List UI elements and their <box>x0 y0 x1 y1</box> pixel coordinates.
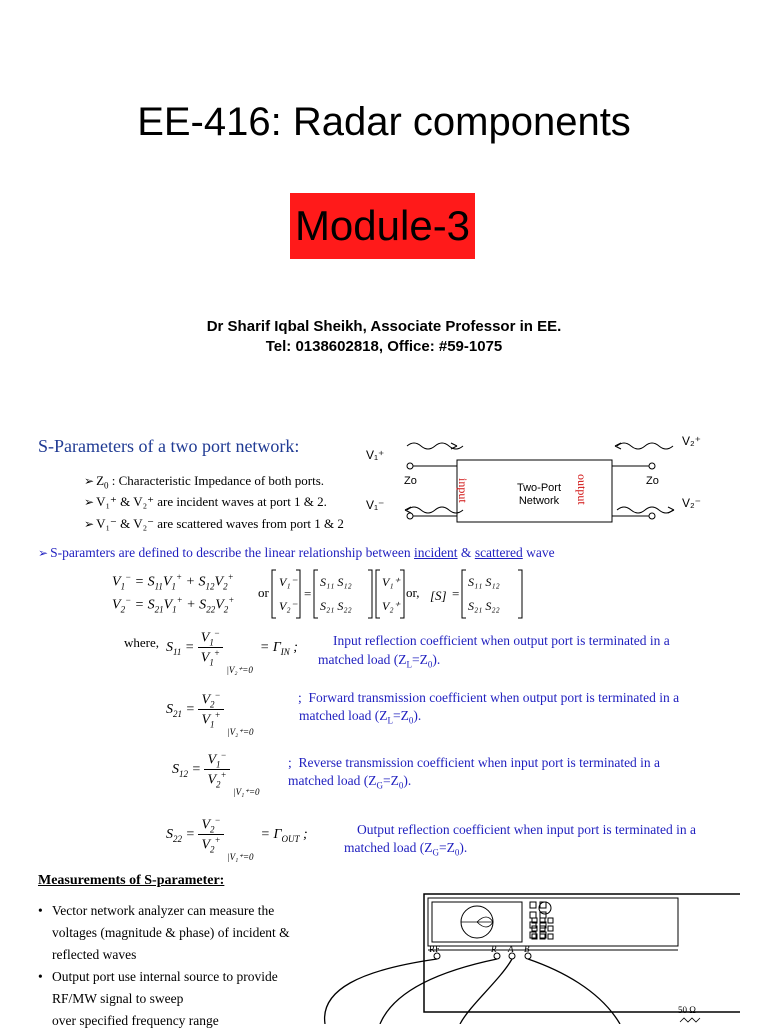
v1-minus-label: V₁⁻ <box>366 498 385 512</box>
incident-word: incident <box>414 545 458 560</box>
s22-load: matched load $(Z_G=Z_0)$. <box>344 840 468 858</box>
s12-expression: $S_{12}$ = $\frac{V_1^-}{V_2^+}$ $_{|V_1^+=0}$ <box>172 750 260 798</box>
section-heading: S-Parameters of a two port network: <box>38 436 300 456</box>
equation-v1: $V_1^- = S_{11}V_1^+ + S_{12}V_2^+$ <box>112 572 234 592</box>
measurements-heading: Measurements of S-parameter: <box>38 873 225 888</box>
svg-text:V₁⁻: V₁⁻ <box>279 575 297 589</box>
svg-text:S₂₁ S₂₂: S₂₁ S₂₂ <box>320 599 352 613</box>
meas-bullet-1-line-2: voltages (magnitude & phase) of incident & <box>52 925 290 940</box>
or-word-1: or <box>258 585 269 600</box>
or-word-2: or, <box>406 585 420 600</box>
v2-plus-label: V₂⁺ <box>682 434 701 448</box>
s12-load-text: matched load (Z <box>288 773 377 788</box>
author-name: Dr Sharif Iqbal Sheikh, Associate Professor in EE. <box>206 318 562 335</box>
svg-text:[S]: [S] <box>430 588 447 603</box>
svg-text:S₁₁ S₁₂: S₁₁ S₁₂ <box>320 575 352 589</box>
vna-r-label: R <box>491 944 497 954</box>
zo-right-label: Zo <box>646 475 659 487</box>
module-badge: Module-3 <box>290 193 475 259</box>
meas-bullet-2-line-1: Output port use internal source to provide <box>52 969 278 984</box>
input-label: input <box>456 478 470 503</box>
meas-bullet-2-line-3: over specified frequency range <box>52 1013 219 1028</box>
svg-text:=: = <box>304 586 312 601</box>
svg-text:V₁⁺: V₁⁺ <box>382 575 400 589</box>
s11-description: Input reflection coefficient when output port is terminated in a <box>333 633 670 648</box>
v1-plus-label: V₁⁺ <box>366 448 385 462</box>
where-word: where, <box>124 635 160 650</box>
meas-bullet-2 <box>38 966 306 1032</box>
svg-text:V₂⁺: V₂⁺ <box>382 599 400 613</box>
bullet-dot-icon: • <box>38 969 43 984</box>
svg-text:=: = <box>452 586 460 601</box>
author-contact: Tel: 0138602818, Office: #59-1075 <box>265 338 503 355</box>
arrow-bullet-icon: ➢ <box>84 517 95 531</box>
vna-rf-label: RF <box>429 944 441 954</box>
load-label: 50 Ω <box>678 1005 696 1015</box>
s11-load: matched load $(Z_L=Z_0)$. <box>318 652 441 670</box>
meas-bullet-1-line-3: reflected waves <box>52 947 137 962</box>
arrow-bullet-icon: ➢ <box>38 546 49 560</box>
bullet-text: V₁⁺ & V₂⁺ are incident waves at port 1 & 2. <box>96 494 327 509</box>
meas-bullet-1-line-1: Vector network analyzer can measure the <box>52 903 275 918</box>
svg-text:S₂₁ S₂₂: S₂₁ S₂₂ <box>468 599 500 613</box>
bullet-dot-icon: • <box>38 903 43 918</box>
page-title: EE-416: Radar components <box>137 100 631 144</box>
bullet-incident <box>84 494 327 510</box>
s22-load-text: matched load (Z <box>344 840 433 855</box>
arrow-bullet-icon: ➢ <box>84 474 95 488</box>
equation-v2: $V_2^- = S_{21}V_1^+ + S_{22}V_2^+$ <box>112 595 235 615</box>
s21-description: ; Forward transmission coefficient when output port is terminated in a <box>298 690 680 705</box>
s11-expression: $S_{11}$ = $\frac{V_1^-}{V_1^+}$ $_{|V_2^+=0} = \Gamma_{IN}$ ; <box>166 628 298 676</box>
s12-description: ; Reverse transmission coefficient when input port is terminated in a <box>288 755 661 770</box>
bullet-text: V₁⁻ & V₂⁻ are scattered waves from port 1 & 2 <box>96 516 344 531</box>
vna-body <box>424 894 740 1012</box>
box-label-line1: Two-Port <box>516 482 561 494</box>
meas-bullet-2-line-2: RF/MW signal to sweep <box>52 991 184 1006</box>
s21-expression: $S_{21}$ = $\frac{V_2^-}{V_1^+}$ $_{|V_2^+=0}$ <box>166 690 254 738</box>
bullet-z0: ➢ $Z_0$ : Characteristic Impedance of both ports. <box>84 473 325 491</box>
bullet-text: : Characteristic Impedance of both ports. <box>108 473 325 488</box>
vna-illustration <box>300 880 740 1024</box>
s22-description: Output reflection coefficient when input port is terminated in a <box>357 822 697 837</box>
scattered-word: scattered <box>474 545 523 560</box>
s-matrix <box>424 568 524 620</box>
zo-left-label: Zo <box>404 475 417 487</box>
arrow-bullet-icon: ➢ <box>84 495 95 509</box>
s21-description-text: Forward transmission coefficient when output port is terminated in a <box>308 690 680 705</box>
svg-text:S₁₁ S₁₂: S₁₁ S₁₂ <box>468 575 500 589</box>
s21-load-text: matched load (Z <box>299 708 388 723</box>
box-label-line2: Network <box>518 495 560 507</box>
definition-end: wave <box>522 545 555 560</box>
s21-load: matched load $(Z_L=Z_0)$. <box>299 708 422 726</box>
s11-load-text: matched load (Z <box>318 652 407 667</box>
output-label: output <box>575 474 589 505</box>
bullet-scattered <box>84 516 344 532</box>
s22-expression: $S_{22}$ = $\frac{V_2^-}{V_2^+}$ $_{|V_1^+=0} = \Gamma_{OUT}$ ; <box>166 815 308 863</box>
definition-text: S-paramters are defined to describe the linear relationship between <box>50 545 415 560</box>
matrix-equation <box>270 568 410 620</box>
v2-minus-label: V₂⁻ <box>682 496 701 510</box>
definition-line <box>38 545 555 561</box>
vna-a-label: A <box>508 944 514 954</box>
s12-description-text: Reverse transmission coefficient when input port is terminated in a <box>298 755 661 770</box>
vna-b-label: B <box>524 944 530 954</box>
svg-text:V₂⁻: V₂⁻ <box>279 599 297 613</box>
meas-bullet-1 <box>38 900 306 966</box>
definition-amp: & <box>457 545 475 560</box>
resistor-icon <box>680 1018 700 1022</box>
s12-load: matched load $(Z_G=Z_0)$. <box>288 773 412 791</box>
